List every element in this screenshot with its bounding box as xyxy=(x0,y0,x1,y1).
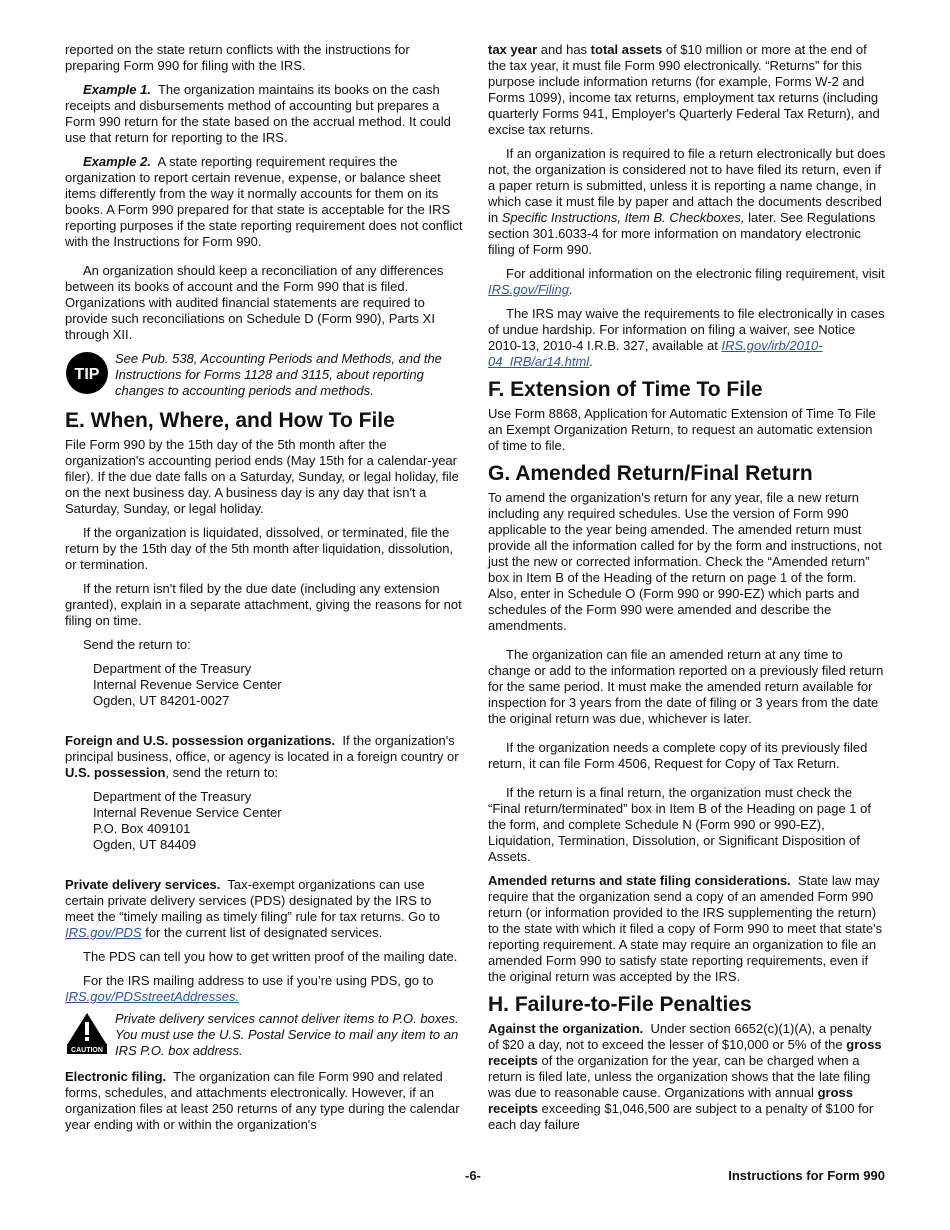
paragraph: File Form 990 by the 15th day of the 5th month after the organization's accounting period ends (May 15th for a calendar-year filer). If the due date falls on a Saturday, Sunday, or legal holiday, file on the next business day. A business day is any day that isn't a Saturday, Sunday, or legal holiday. xyxy=(65,437,459,516)
paragraph: Use Form 8868, Application for Automatic Extension of Time To File an Exempt Organization Return, to request an automatic extension of time to file. xyxy=(488,406,876,453)
paragraph: reported on the state return conflicts with the instructions for preparing Form 990 for filing with the IRS. xyxy=(65,42,410,73)
page-number: -6- xyxy=(465,1168,481,1183)
pds-paragraph: Private delivery services. Tax-exempt organizations can use certain private delivery services (PDS) designated by the IRS to meet the “timely mailing as timely filing” rule for tax returns. Go to IRS.gov/PDS for the current list of designated services. xyxy=(65,877,440,940)
caution-icon xyxy=(65,1011,109,1055)
svg-text:CAUTION: CAUTION xyxy=(71,1047,103,1054)
tip-text: See Pub. 538, Accounting Periods and Methods, and the Instructions for Forms 1128 and 3115, about reporting changes to accounting periods and methods. xyxy=(115,351,442,398)
paragraph: Amended returns and state filing considerations. State law may require that the organization send a copy of an amended Form 990 return (or information provided to the IRS supplementing the return) to the state with which it filed a copy of Form 990 to meet that state's reporting requirement. A state may require an organization to file an amended Form 990 to satisfy state reporting requirements, even if the original return was accepted by the IRS. xyxy=(488,873,883,984)
paragraph: The organization can file an amended return at any time to change or add to the information reported on a previously filed return for the same period. It must make the amended return available for inspection for 3 years from the date of filing or 3 years from the date the original return was due, whichever is later. xyxy=(488,647,884,726)
caution-note xyxy=(65,1011,463,1059)
right-column xyxy=(488,42,886,1141)
paragraph: The IRS may waive the requirements to file electronically in cases of undue hardship. For information on filing a waiver, see Notice 2010-13, 2010-4 I.R.B. 327, available at IRS.gov/irb/2010-04_IRB/ar14.html. xyxy=(488,306,885,369)
paragraph: If the return isn't filed by the due date (including any extension granted), explain in a separate attachment, giving the reasons for not filing on time. xyxy=(65,581,462,628)
section-heading-h: H. Failure-to-File Penalties xyxy=(488,993,752,1016)
foreign-paragraph: Foreign and U.S. possession organizations. If the organization's principal business, office, or agency is located in a foreign country or U.S. possession, send the return to: xyxy=(65,733,459,780)
paragraph: If the organization is liquidated, dissolved, or terminated, file the return by the 15th day of the 5th month after liquidation, dissolution, or termination. xyxy=(65,525,454,572)
paragraph: For additional information on the electronic filing requirement, visit IRS.gov/Filing. xyxy=(488,266,885,297)
paragraph: tax year and has total assets of $10 million or more at the end of the tax year, it must file Form 990 electronically. “Returns” for this purpose include information returns (for example, Forms W-2 and Forms 1099), income tax returns, employment tax returns (including quarterly Forms 941, Employer's Quarterly Federal Tax Return), and excise tax returns. xyxy=(488,42,880,137)
paragraph: If the return is a final return, the organization must check the “Final return/terminated” box in Item B of the Heading on page 1 of the form, and complete Schedule N (Form 990 or 990-EZ), Liquidation, Termination, Dissolution, or Significant Disposition of Assets. xyxy=(488,785,871,864)
section-heading-g: G. Amended Return/Final Return xyxy=(488,462,813,485)
left-column xyxy=(65,42,463,1141)
paragraph: An organization should keep a reconciliation of any differences between its books of account and the Form 990 that is filed. Organizations with audited financial statements are required to provide such reconciliations on Schedule D (Form 990), Parts XI through XII. xyxy=(65,263,444,342)
paragraph: If an organization is required to file a return electronically but does not, the organization is considered not to have filed its return, even if a paper return is submitted, unless it is reporting a name change, in which case it must file by paper and attach the documents described in Specific Instructions, Item B. Checkboxes, later. See Regulations section 301.6033-4 for more information on mandatory electronic filing of Form 990. xyxy=(488,146,886,257)
paragraph: To amend the organization's return for any year, file a new return including any required schedules. Use the version of Form 990 applicable to the year being amended. The amended return must provide all the information called for by the form and instructions, not just the new or corrected information. Check the “Amended return” box in Item B of the Heading of the return on page 1 of the form. Also, enter in Schedule O (Form 990 or 990-EZ) which parts and schedules of the Form 990 were amended and describe the amendments. xyxy=(488,490,882,633)
svg-text:TIP: TIP xyxy=(74,366,100,383)
example-2: Example 2. A state reporting requirement requires the organization to report certain revenue, expense, or balance sheet items differently from the way it normally accounts for them on its books. A Form 990 prepared for that state is acceptable for the IRS reporting purposes if the state reporting requirement does not conflict with the Instructions for Form 990. xyxy=(65,154,463,249)
paragraph: If the organization needs a complete copy of its previously filed return, it can file Form 4506, Request for Copy of Tax Return. xyxy=(488,740,868,771)
pds-address-link[interactable]: IRS.gov/PDSstreetAddresses. xyxy=(65,989,240,1004)
paragraph: Against the organization. Under section 6652(c)(1)(A), a penalty of $20 a day, not to exceed the lesser of $10,000 or 5% of the gross receipts of the organization for the year, can be charged when a return is filed late, unless the organization shows that the late filing was due to reasonable cause. Organizations with annual gross receipts exceeding $1,046,500 are subject to a penalty of $100 for each day failure xyxy=(488,1021,882,1132)
example-1: Example 1. The organization maintains its books on the cash receipts and disbursements method of accounting but prepares a Form 990 return for the state based on the accrual method. It could use that return for reporting to the IRS. xyxy=(65,82,451,145)
caution-text: Private delivery services cannot deliver items to P.O. boxes. You must use the U.S. Postal Service to mail any item to an IRS P.O. box address. xyxy=(115,1011,459,1058)
tip-icon xyxy=(65,351,109,395)
filing-link[interactable]: IRS.gov/Filing xyxy=(488,282,569,297)
paragraph: The PDS can tell you how to get written proof of the mailing date. xyxy=(83,949,458,964)
pds-link[interactable]: IRS.gov/PDS xyxy=(65,925,142,940)
paragraph: For the IRS mailing address to use if you’re using PDS, go to IRS.gov/PDSstreetAddresses. xyxy=(65,973,434,1004)
page-footer xyxy=(65,1168,885,1186)
irb-link[interactable]: IRS.gov/irb/2010-04_IRB/ar14.html xyxy=(488,338,823,369)
paragraph: Send the return to: xyxy=(83,637,191,652)
section-heading-e: E. When, Where, and How To File xyxy=(65,409,395,432)
foreign-mailing-address: Department of the Treasury Internal Revenue Service Center P.O. Box 409101 Ogden, UT 84409 xyxy=(93,789,282,852)
electronic-filing-paragraph: Electronic filing. The organization can file Form 990 and related forms, schedules, and attachments electronically. However, if an organization files at least 250 returns of any type during the calendar year ending with or within the organization's xyxy=(65,1069,460,1132)
tip-note xyxy=(65,351,463,399)
mailing-address: Department of the Treasury Internal Revenue Service Center Ogden, UT 84201-0027 xyxy=(93,661,282,708)
document-title: Instructions for Form 990 xyxy=(728,1168,885,1183)
section-heading-f: F. Extension of Time To File xyxy=(488,378,763,401)
